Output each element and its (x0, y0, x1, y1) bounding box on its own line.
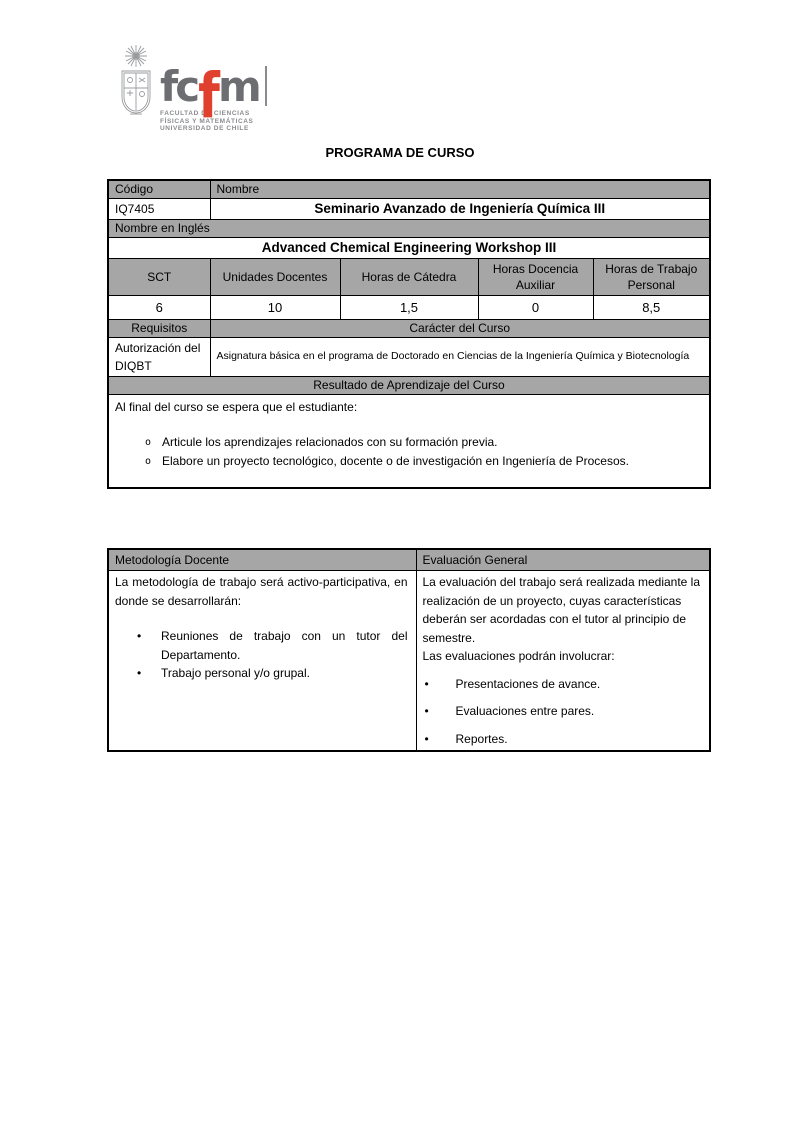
evaluacion-content-cell (416, 571, 710, 752)
nombre-ingles-header-cell: Nombre en Inglés (108, 219, 710, 237)
course-info-table (107, 179, 711, 489)
codigo-value-cell: IQ7405 (108, 198, 210, 219)
nombre-header-cell: Nombre (210, 180, 710, 198)
resultado-content-cell (108, 394, 710, 488)
caracter-value-cell: Asignatura básica en el programa de Doctorado en Ciencias de la Ingeniería Química y Biotecnología (210, 337, 710, 376)
table-row (108, 376, 710, 394)
circle-bullet-icon: o (145, 436, 152, 448)
evaluacion-bullet-text: Presentaciones de avance. (455, 676, 601, 691)
table-row (108, 549, 710, 571)
list-item (115, 452, 703, 471)
table-row (108, 237, 710, 258)
resultado-bullet-list (115, 433, 703, 471)
sct-value-cell: 6 (108, 295, 210, 319)
resultado-bullet-text: Elabore un proyecto tecnológico, docente o de investigación en Ingeniería de Procesos. (162, 453, 629, 468)
list-item (115, 627, 408, 664)
metodologia-header-cell: Metodología Docente (108, 549, 416, 571)
table-row (108, 571, 710, 752)
logo-divider (265, 66, 267, 106)
unidades-docentes-header-cell: Unidades Docentes (210, 258, 340, 295)
metodologia-bullet-text: Trabajo personal y/o grupal. (161, 666, 310, 680)
metodologia-intro: La metodología de trabajo será activo-participativa, en donde se desarrollarán: (115, 575, 408, 608)
logo-caption-line2: FÍSICAS Y MATEMÁTICAS (160, 117, 254, 125)
evaluacion-intro: La evaluación del trabajo será realizada mediante la realización de un proyecto, cuyas características deberán ser acordadas con el tutor al principio de semestre. (422, 575, 701, 645)
dot-bullet-icon: • (137, 629, 142, 643)
resultado-header-cell: Resultado de Aprendizaje del Curso (108, 376, 710, 394)
list-item (115, 664, 408, 683)
metodologia-bullet-list (115, 627, 408, 683)
university-crest-icon (116, 44, 156, 124)
circle-bullet-icon: o (145, 455, 152, 467)
requisitos-value-cell: Autorización del DIQBT (108, 337, 210, 376)
dot-bullet-icon: • (424, 704, 429, 718)
codigo-header-cell: Código (108, 180, 210, 198)
page-title: PROGRAMA DE CURSO (325, 145, 475, 160)
caracter-header-cell: Carácter del Curso (210, 319, 710, 337)
sct-header-cell: SCT (108, 258, 210, 295)
list-item (423, 702, 702, 721)
horas-trabajo-header-cell: Horas de Trabajo Personal (593, 258, 710, 295)
table-row (108, 219, 710, 237)
course-name-cell: Seminario Avanzado de Ingeniería Química III (210, 198, 710, 219)
logo-caption-line1: FACULTAD DE CIENCIAS (160, 110, 250, 117)
resultado-intro: Al final del curso se espera que el estudiante: (115, 399, 358, 414)
horas-trabajo-value-cell: 8,5 (593, 295, 710, 319)
logo-caption-line3: UNIVERSIDAD DE CHILE (160, 125, 249, 132)
evaluacion-bullet-text: Reportes. (455, 731, 508, 746)
unidades-docentes-value-cell: 10 (210, 295, 340, 319)
dot-bullet-icon: • (424, 731, 429, 746)
horas-docencia-value-cell: 0 (478, 295, 593, 319)
fcfm-logo (116, 44, 267, 133)
requisitos-header-cell: Requisitos (108, 319, 210, 337)
metodologia-content-cell (108, 571, 416, 752)
wordmark-red-f: f (198, 59, 217, 133)
metodologia-bullet-text: Reuniones de trabajo con un tutor del Departamento. (161, 629, 408, 662)
list-item (115, 433, 703, 452)
dot-bullet-icon: • (137, 666, 142, 680)
table-row (108, 198, 710, 219)
list-item (423, 730, 702, 749)
table-row (108, 337, 710, 376)
english-name-cell: Advanced Chemical Engineering Workshop III (108, 237, 710, 258)
table-row (108, 394, 710, 488)
wordmark-m: m (217, 62, 259, 111)
resultado-bullet-text: Articule los aprendizajes relacionados con su formación previa. (162, 434, 498, 449)
methodology-evaluation-table (107, 548, 711, 752)
dot-bullet-icon: • (424, 676, 429, 691)
table-row (108, 180, 710, 198)
horas-catedra-header-cell: Horas de Cátedra (340, 258, 478, 295)
evaluacion-bullet-list (423, 675, 702, 749)
wordmark-fc: fc (160, 62, 198, 111)
table-row (108, 258, 710, 295)
list-item (423, 675, 702, 694)
table-row (108, 319, 710, 337)
horas-catedra-value-cell: 1,5 (340, 295, 478, 319)
table-row (108, 295, 710, 319)
evaluacion-sub: Las evaluaciones podrán involucrar: (422, 649, 615, 663)
evaluacion-bullet-text: Evaluaciones entre pares. (455, 704, 595, 718)
horas-docencia-header-cell: Horas Docencia Auxiliar (478, 258, 593, 295)
evaluacion-header-cell: Evaluación General (416, 549, 710, 571)
